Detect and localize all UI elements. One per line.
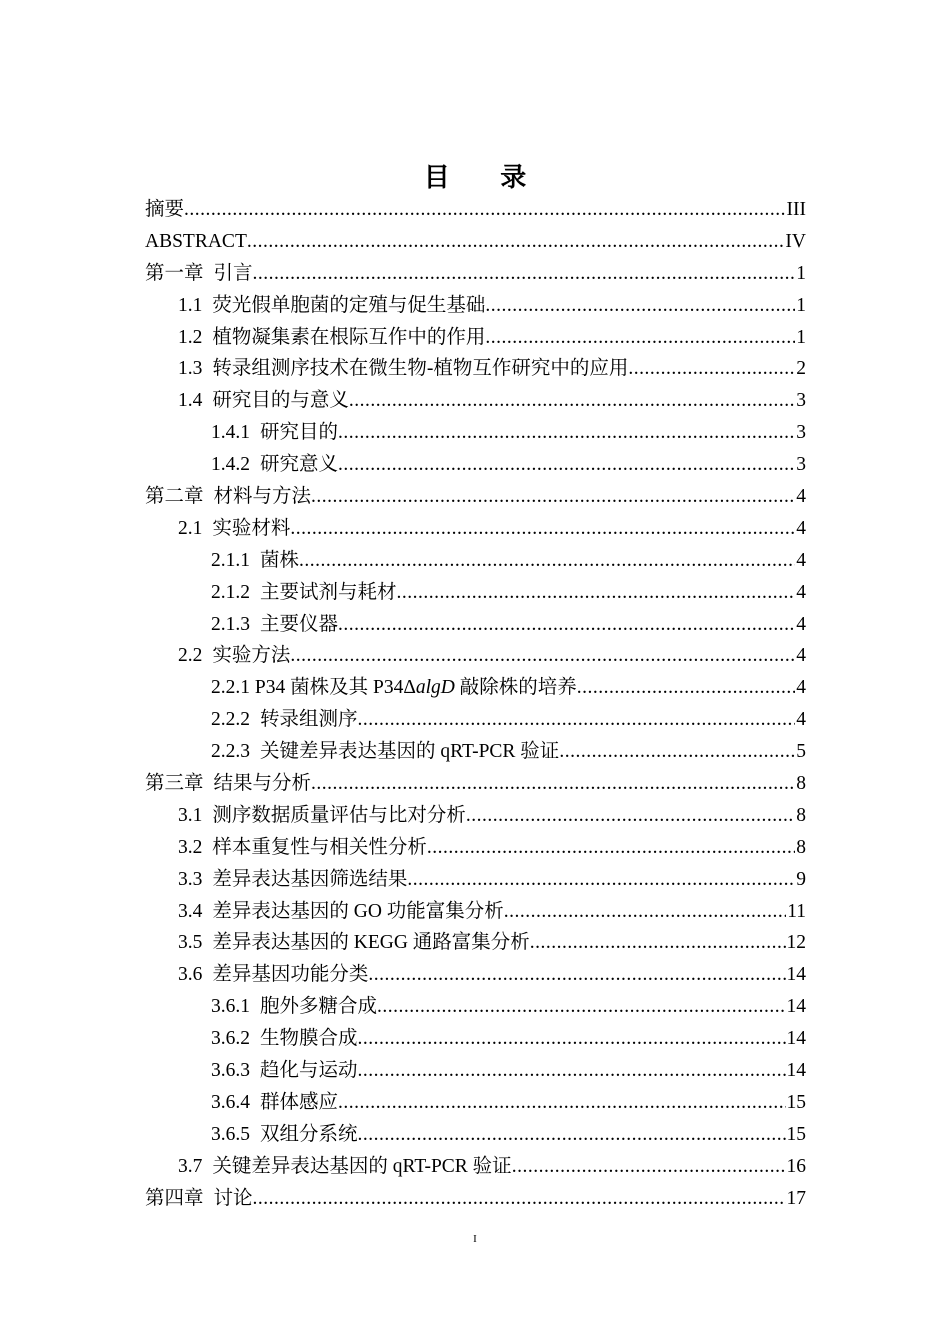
toc-entry[interactable] [145, 1151, 806, 1183]
toc-page-number: 14 [786, 1028, 806, 1050]
toc-dot-leader [338, 449, 795, 481]
toc-entry[interactable] [145, 800, 806, 832]
toc-entry-label: 荧光假单胞菌的定殖与促生基础 [212, 294, 486, 316]
toc-entry-number: 3.6.5 [211, 1123, 250, 1145]
toc-page-number: 17 [786, 1187, 806, 1209]
toc-page-number: 9 [796, 868, 806, 890]
toc-entry-title [178, 513, 290, 545]
toc-dot-leader [358, 1023, 786, 1055]
toc-dot-leader [530, 927, 786, 959]
toc-entry-label: 差异表达基因的 KEGG 通路富集分析 [212, 932, 530, 954]
toc-entry-label: 菌株 [260, 549, 300, 571]
toc-entry[interactable] [145, 322, 806, 354]
toc-entry-number: 1.4 [178, 390, 203, 412]
toc-entry-title-part: 敲除株的培养 [454, 677, 577, 699]
toc-entry[interactable] [145, 864, 806, 896]
toc-page-number: 2 [796, 358, 806, 380]
toc-entry-title [145, 226, 247, 258]
toc-entry[interactable] [145, 959, 806, 991]
toc-entry-label: 关键差异表达基因的 qRT-PCR 验证 [260, 741, 560, 763]
toc-page-number: 14 [786, 964, 806, 986]
toc-dot-leader [338, 609, 795, 641]
toc-entry-number: 3.3 [178, 868, 203, 890]
toc-page-number: 3 [796, 422, 806, 444]
toc-entry-number: 3.6.1 [211, 996, 250, 1018]
toc-dot-leader [311, 768, 795, 800]
toc-entry[interactable] [145, 513, 806, 545]
toc-entry-label: 摘要 [145, 199, 185, 220]
toc-page-number: 11 [787, 900, 806, 922]
toc-dot-leader [397, 577, 796, 609]
toc-entry-title [178, 832, 427, 864]
toc-dot-leader [377, 991, 785, 1023]
toc-entry-title [178, 290, 485, 322]
toc-entry-number: 3.5 [178, 932, 203, 954]
toc-dot-leader [290, 513, 795, 545]
toc-page-number: 15 [786, 1123, 806, 1145]
toc-entry-label: 植物凝集素在根际互作中的作用 [212, 326, 486, 348]
toc-page-number: III [786, 199, 806, 220]
toc-entry-label: 差异基因功能分类 [212, 964, 369, 986]
toc-entry[interactable] [145, 896, 806, 928]
toc-entry[interactable] [145, 1183, 806, 1215]
toc-entry-number: 2.1.1 [211, 549, 250, 571]
toc-entry-title [211, 577, 397, 609]
toc-entry-title [178, 927, 530, 959]
toc-entry[interactable] [145, 545, 806, 577]
toc-entry[interactable] [145, 290, 806, 322]
toc-dot-leader [466, 800, 795, 832]
toc-entry-title [211, 609, 338, 641]
toc-entry-label: 双组分系统 [260, 1123, 358, 1145]
toc-entry-title [211, 1087, 338, 1119]
toc-entry-title [145, 481, 311, 513]
toc-entry-title [178, 959, 368, 991]
toc-entry[interactable] [145, 1087, 806, 1119]
toc-entry-label: 研究目的 [260, 422, 339, 444]
toc-page-number: 3 [796, 454, 806, 476]
table-of-contents [145, 194, 806, 1215]
toc-page-number: 4 [796, 486, 806, 508]
toc-entry[interactable] [145, 353, 806, 385]
toc-entry-title [178, 385, 349, 417]
toc-entry-number: 3.2 [178, 836, 203, 858]
toc-entry-label: ABSTRACT [145, 230, 247, 252]
toc-entry-title [211, 417, 338, 449]
toc-page-number: 8 [796, 773, 806, 795]
toc-entry-label: 转录组测序技术在微生物-植物互作研究中的应用 [212, 358, 629, 380]
toc-entry[interactable] [145, 258, 806, 290]
toc-entry-number: 3.6.4 [211, 1091, 250, 1113]
toc-entry-label: 胞外多糖合成 [260, 996, 378, 1018]
toc-entry-label: 实验材料 [212, 517, 291, 539]
toc-page-number: 4 [796, 645, 806, 667]
toc-entry-title [211, 736, 559, 768]
toc-entry-title-part: 2.2.1 P34 菌株及其 P34Δ [211, 677, 416, 699]
toc-dot-leader [358, 704, 796, 736]
toc-entry-number: 2.2.3 [211, 741, 250, 763]
toc-entry-number: 1.4.1 [211, 422, 250, 444]
toc-entry-title-italic: algD [415, 677, 455, 699]
toc-page-number: 14 [786, 996, 806, 1018]
toc-dot-leader [338, 1087, 785, 1119]
toc-entry-label: 研究目的与意义 [212, 390, 349, 412]
toc-entry-number: 3.1 [178, 804, 203, 826]
toc-entry-label: 材料与方法 [213, 486, 312, 508]
toc-entry-title [145, 768, 311, 800]
toc-title: 目 录 [423, 163, 549, 192]
toc-entry-title [211, 545, 299, 577]
toc-entry-label: 引言 [213, 262, 253, 284]
toc-dot-leader [504, 896, 786, 928]
toc-entry-title [178, 896, 504, 928]
toc-dot-leader [368, 959, 785, 991]
toc-entry-number: 第二章 [145, 486, 204, 508]
toc-entry[interactable] [145, 481, 806, 513]
toc-entry[interactable] [145, 704, 806, 736]
toc-entry-label: 生物膜合成 [260, 1028, 358, 1050]
toc-entry-number: 3.4 [178, 900, 203, 922]
toc-entry-title [145, 194, 184, 226]
toc-page-number: 4 [796, 709, 806, 731]
toc-entry-number: 1.4.2 [211, 454, 250, 476]
toc-entry[interactable] [145, 194, 806, 226]
toc-page-number: 3 [796, 390, 806, 412]
toc-entry-label: 差异表达基因筛选结果 [212, 868, 408, 890]
toc-entry-label: 趋化与运动 [260, 1060, 358, 1082]
toc-entry-title [145, 1183, 253, 1215]
toc-entry-number: 2.2.2 [211, 709, 250, 731]
toc-entry-label: 群体感应 [260, 1091, 339, 1113]
toc-entry-title [178, 322, 485, 354]
toc-entry[interactable] [145, 417, 806, 449]
toc-entry-label: 测序数据质量评估与比对分析 [212, 804, 466, 826]
toc-page-number: 8 [796, 804, 806, 826]
toc-entry-number: 3.7 [178, 1155, 203, 1177]
toc-dot-leader [577, 672, 796, 704]
toc-entry-number: 1.3 [178, 358, 203, 380]
toc-entry[interactable] [145, 1119, 806, 1151]
toc-dot-leader [559, 736, 795, 768]
toc-dot-leader [485, 290, 795, 322]
toc-page-number: 1 [796, 294, 806, 316]
toc-dot-leader [358, 1055, 786, 1087]
toc-page-number: IV [785, 230, 806, 252]
toc-entry[interactable] [145, 1023, 806, 1055]
toc-entry-number: 第四章 [145, 1187, 204, 1209]
toc-entry-number: 2.2 [178, 645, 203, 667]
toc-entry-label: 差异表达基因的 GO 功能富集分析 [212, 900, 504, 922]
toc-entry-title [211, 672, 577, 704]
toc-dot-leader [427, 832, 795, 864]
toc-page-number: 4 [796, 549, 806, 571]
toc-entry-number: 第一章 [145, 262, 204, 284]
page-number-footer: I [473, 1233, 477, 1245]
toc-page-number: 14 [786, 1060, 806, 1082]
toc-entry-number: 2.1 [178, 517, 203, 539]
toc-entry-label: 关键差异表达基因的 qRT-PCR 验证 [212, 1155, 512, 1177]
toc-entry-label: 样本重复性与相关性分析 [212, 836, 427, 858]
toc-entry-title [178, 800, 466, 832]
toc-entry-label: 主要仪器 [260, 613, 339, 635]
toc-page-number: 12 [786, 932, 806, 954]
toc-entry-number: 3.6.2 [211, 1028, 250, 1050]
toc-page-number: 4 [796, 581, 806, 603]
toc-dot-leader [349, 385, 795, 417]
toc-entry-number: 2.1.2 [211, 581, 250, 603]
toc-entry-label: 实验方法 [212, 645, 291, 667]
toc-entry[interactable] [145, 449, 806, 481]
toc-page-number: 8 [796, 836, 806, 858]
toc-entry-label: 研究意义 [260, 454, 339, 476]
toc-page-number: 4 [796, 677, 806, 699]
toc-entry-title [178, 353, 628, 385]
toc-entry[interactable] [145, 609, 806, 641]
toc-dot-leader [338, 417, 795, 449]
toc-page-number: 5 [796, 741, 806, 763]
toc-dot-leader [290, 640, 795, 672]
toc-entry-number: 3.6.3 [211, 1060, 250, 1082]
toc-dot-leader [299, 545, 795, 577]
toc-entry-title [178, 1151, 512, 1183]
toc-entry-number: 第三章 [145, 773, 204, 795]
toc-entry-title [145, 258, 253, 290]
toc-entry[interactable] [145, 927, 806, 959]
toc-entry-title [211, 1023, 358, 1055]
toc-entry-label: 转录组测序 [260, 709, 358, 731]
toc-entry-label: 结果与分析 [213, 773, 312, 795]
toc-page-number: 4 [796, 517, 806, 539]
toc-page-number: 1 [796, 326, 806, 348]
toc-dot-leader [485, 322, 795, 354]
toc-dot-leader [358, 1119, 786, 1151]
toc-entry[interactable] [145, 385, 806, 417]
toc-entry-number: 1.1 [178, 294, 203, 316]
toc-entry[interactable] [145, 640, 806, 672]
toc-entry[interactable] [145, 991, 806, 1023]
toc-entry[interactable] [145, 1055, 806, 1087]
toc-entry-title [211, 449, 338, 481]
toc-dot-leader [311, 481, 795, 513]
toc-entry[interactable] [145, 736, 806, 768]
toc-entry-title [211, 1055, 358, 1087]
toc-entry[interactable] [145, 577, 806, 609]
toc-entry-title [211, 991, 377, 1023]
toc-entry[interactable] [145, 768, 806, 800]
toc-entry[interactable] [145, 832, 806, 864]
toc-entry-number: 3.6 [178, 964, 203, 986]
toc-page-number: 16 [786, 1155, 806, 1177]
toc-page-number: 1 [796, 262, 806, 284]
toc-entry-number: 1.2 [178, 326, 203, 348]
toc-entry-title [211, 704, 358, 736]
toc-dot-leader [512, 1151, 786, 1183]
toc-entry-label: 主要试剂与耗材 [260, 581, 397, 603]
toc-entry-title [178, 864, 407, 896]
toc-page-number: 4 [796, 613, 806, 635]
toc-entry[interactable] [145, 226, 806, 258]
toc-dot-leader [628, 353, 795, 385]
toc-entry-title [178, 640, 290, 672]
toc-entry[interactable] [145, 672, 806, 704]
toc-entry-title [211, 1119, 358, 1151]
toc-dot-leader [184, 194, 786, 226]
toc-dot-leader [407, 864, 795, 896]
toc-dot-leader [253, 258, 796, 290]
toc-entry-number: 2.1.3 [211, 613, 250, 635]
toc-page-number: 15 [786, 1091, 806, 1113]
toc-dot-leader [253, 1183, 786, 1215]
toc-entry-label: 讨论 [213, 1187, 253, 1209]
toc-dot-leader [247, 226, 785, 258]
